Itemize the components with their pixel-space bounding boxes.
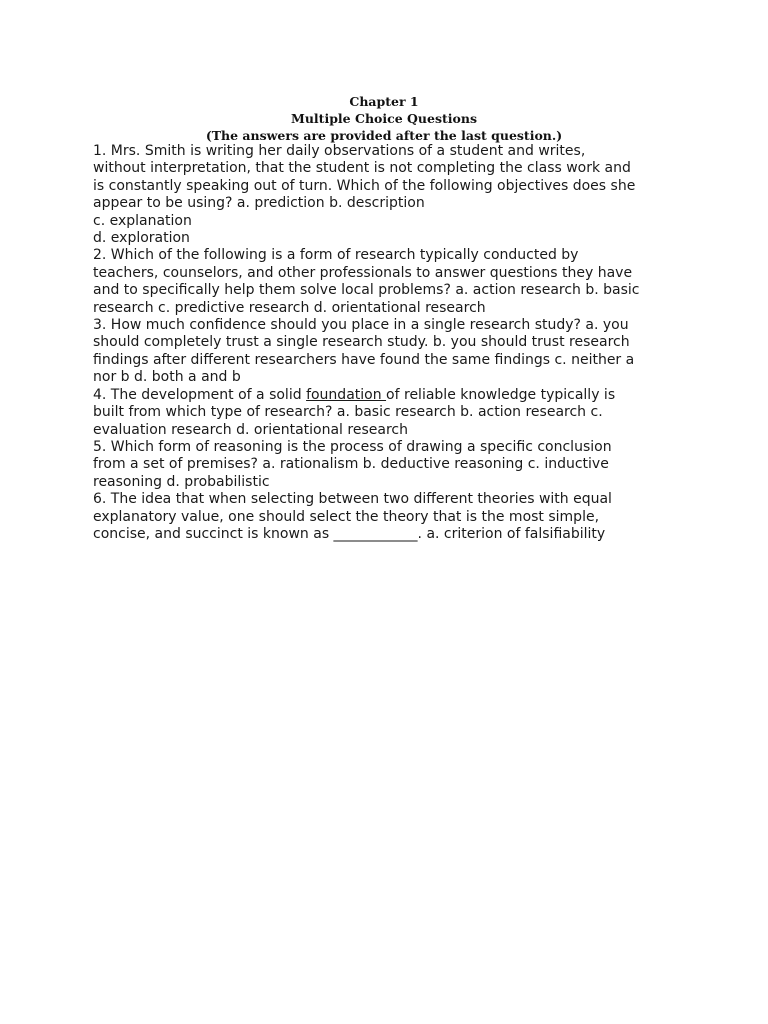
text-line: is constantly speaking out of turn. Which of the following objectives does she	[93, 177, 636, 194]
text-line: and to specifically help them solve local problems? a. action research b. basic	[93, 282, 640, 299]
text-line: without interpretation, that the student is not completing the class work and	[93, 160, 631, 177]
text-line: built from which type of research? a. basic research b. action research c.	[93, 404, 603, 421]
text-line: nor b d. both a and b	[93, 369, 241, 386]
text-line: 3. How much confidence should you place in a single research study? a. you	[93, 317, 629, 334]
text-line: should completely trust a single research study. b. you should trust research	[93, 334, 630, 351]
text-line: research c. predictive research d. orientational research	[93, 299, 486, 316]
chapter-title: Chapter 1	[349, 94, 419, 109]
text-line: from a set of premises? a. rationalism b. deductive reasoning c. inductive	[93, 456, 609, 473]
text-line: findings after different researchers have found the same findings c. neither a	[93, 351, 635, 368]
text-line: appear to be using? a. prediction b. description	[93, 195, 425, 212]
document-header	[0, 93, 768, 144]
text-line: 1. Mrs. Smith is writing her daily observations of a student and writes,	[93, 143, 586, 159]
section-title: Multiple Choice Questions	[291, 111, 477, 126]
q4-text-before: 4. The development of a solid	[93, 386, 307, 403]
foundation-link[interactable]: foundation	[306, 386, 387, 403]
text-line: teachers, counselors, and other professionals to answer questions they have	[93, 264, 633, 281]
text-line: 6. The idea that when selecting between two different theories with equal	[93, 491, 612, 508]
text-line: explanatory value, one should select the theory that is the most simple,	[93, 508, 600, 525]
answers-note: (The answers are provided after the last question.)	[205, 128, 563, 143]
text-line: d. exploration	[93, 230, 190, 247]
text-line: reasoning d. probabilistic	[93, 473, 270, 490]
text-line: c. explanation	[93, 212, 192, 229]
text-line: evaluation research d. orientational research	[93, 421, 408, 438]
question-4-line	[93, 387, 693, 404]
text-line: concise, and succinct is known as ____________. a. criterion of falsifiability	[93, 525, 606, 542]
q4-text-after: of reliable knowledge typically is	[386, 386, 616, 403]
question-text	[93, 143, 693, 543]
text-line: 5. Which form of reasoning is the process of drawing a specific conclusion	[93, 438, 612, 455]
text-line: 2. Which of the following is a form of research typically conducted by	[93, 247, 579, 264]
